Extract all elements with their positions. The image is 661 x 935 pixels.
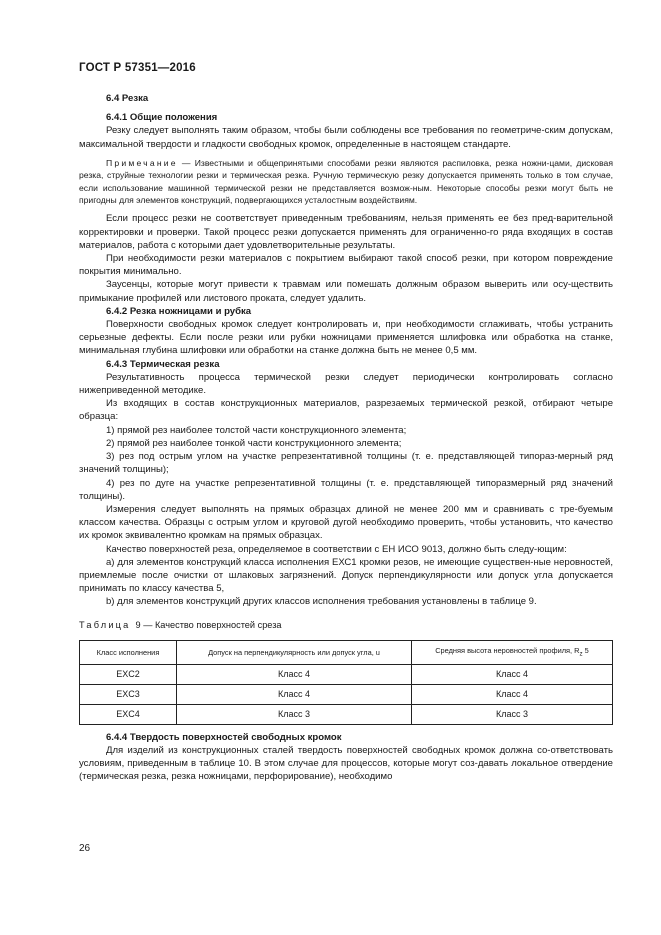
table-9 xyxy=(79,640,613,725)
section-6-4-1-heading: 6.4.1 Общие положения xyxy=(106,112,218,124)
table-row xyxy=(80,664,613,684)
list-item: 4) рез по дуге на участке репрезентативной толщины (т. е. представляющей типоразмерный ряд значений толщины). xyxy=(79,477,613,502)
list-item: b) для элементов конструкций других классов исполнения требования установлены в таблице 9. xyxy=(106,596,537,608)
paragraph: Если процесс резки не соответствует приведенным требованиям, нельзя применять ее без пред-варительной корректировки и проверки. Такой процесс резки допускается применять для ограниченно-го ряда входящих в состав материалов, работа с которыми дает удовлетворительные результаты. xyxy=(79,213,613,251)
paragraph: При необходимости резки материалов с покрытием выбирают такой способ резки, при котором повреждение покрытия минимально. xyxy=(79,253,613,278)
page-number: 26 xyxy=(79,843,91,854)
table-cell: Класс 4 xyxy=(412,684,613,704)
table-row xyxy=(80,684,613,704)
table-cell: Класс 4 xyxy=(177,684,412,704)
paragraph: Поверхности свободных кромок следует контролировать и, при необходимости сглаживать, чтобы устранить серьезные дефекты. Если после резки или рубки ножницами применяется шлифовка или обработка на станке, минимальная глубина шлифовки или обработки на станке должна быть не менее 0,5 мм. xyxy=(79,319,613,357)
list-item: 2) прямой рез наиболее тонкой части конструкционного элемента; xyxy=(106,437,402,449)
table-row xyxy=(80,704,613,724)
list-item: 1) прямой рез наиболее толстой части конструкционного элемента; xyxy=(106,424,407,436)
table-caption xyxy=(79,619,613,632)
table-cell: Класс 4 xyxy=(177,664,412,684)
section-6-4-3-heading: 6.4.3 Термическая резка xyxy=(106,358,220,370)
paragraph: Измерения следует выполнять на прямых образцах длиной не менее 200 мм и сравнивать с тре-буемым классом качества. Образцы с острым углом и круговой дугой необходимо проверить, чтобы установить, что качество их кромок эквивалентно кромкам на прямых образцах. xyxy=(79,503,613,542)
section-6-4-heading: 6.4 Резка xyxy=(106,93,149,104)
paragraph: Качество поверхностей реза, определяемое в соответствии с ЕН ИСО 9013, должно быть следу-ющим: xyxy=(106,543,567,555)
table-label: Таблица xyxy=(79,619,131,630)
document-header: ГОСТ Р 57351—2016 xyxy=(79,62,196,74)
table-cell: Класс 4 xyxy=(412,664,613,684)
paragraph: Результативность процесса термической резки следует периодически контролировать согласно нижеприведенной методике. xyxy=(79,371,613,397)
table-cell: Класс 3 xyxy=(412,704,613,724)
document-body xyxy=(79,92,613,784)
paragraph: Из входящих в состав конструкционных материалов, разрезаемых термической резкой, отбирают четыре образца: xyxy=(79,398,613,423)
table-header-row xyxy=(80,640,613,664)
table-cell: EXC2 xyxy=(80,664,177,684)
column-header: Допуск на перпендикулярность или допуск угла, u xyxy=(177,640,412,664)
subscript: z xyxy=(579,650,583,658)
table-cell: Класс 3 xyxy=(177,704,412,724)
section-6-4-2-heading: 6.4.2 Резка ножницами и рубка xyxy=(106,305,252,317)
paragraph: Резку следует выполнять таким образом, чтобы были соблюдены все требования по геометриче-ским допускам, максимальной твердости и гладкости свободных кромок, определенные в настоящем стандарте. xyxy=(79,125,613,150)
column-header: Класс исполнения xyxy=(80,640,177,664)
column-header-text: Средняя высота неровностей профиля, R xyxy=(435,645,580,655)
table-caption-text: 9 — Качество поверхностей среза xyxy=(135,619,282,630)
column-header-suffix: 5 xyxy=(582,645,589,655)
column-header xyxy=(412,640,613,664)
section-6-4-4-heading: 6.4.4 Твердость поверхностей свободных кромок xyxy=(106,731,342,743)
note-text: — Известными и общепринятыми способами резки являются распиловка, резка ножни-цами, дисковая резка, струйные технологии резки и термическая резка. Ручную термическую резку допускается применять только в том случае, если использование машинной термической резки не представляется возмож-ным. Некоторые способы резки могут быть не пригодны для элементов конструкций, подвергающихся усталостным воздействиям. xyxy=(79,157,613,206)
paragraph: Для изделий из конструкционных сталей твердость поверхностей свободных кромок должна со-ответствовать условиям, приведенным в таблице 10. В этом случае для процессов, которые могут соз-давать локальное отвердение (термическая резка, резка ножницами, перфорирование), необходимо xyxy=(79,744,613,783)
list-item: 3) рез под острым углом на участке репрезентативной толщины (т. е. представляющей типораз-мерный ряд значений толщины); xyxy=(79,451,613,476)
table-cell: EXC3 xyxy=(80,684,177,704)
note-label: Примечание xyxy=(106,157,178,168)
paragraph: Заусенцы, которые могут привести к травмам или помешать должным образом выверить или осу-ществить примыкание профилей или листового проката, следует удалить. xyxy=(79,279,613,304)
note xyxy=(79,157,613,207)
list-item: a) для элементов конструкций класса исполнения ЕХС1 кромки резов, не имеющие существен-ные неровностей, приемлемые после очистки от шлаковых загрязнений. Допуск перпендикулярности или допуск угла допускается принимать по классу качества 5, xyxy=(79,556,613,595)
table-cell: EXC4 xyxy=(80,704,177,724)
